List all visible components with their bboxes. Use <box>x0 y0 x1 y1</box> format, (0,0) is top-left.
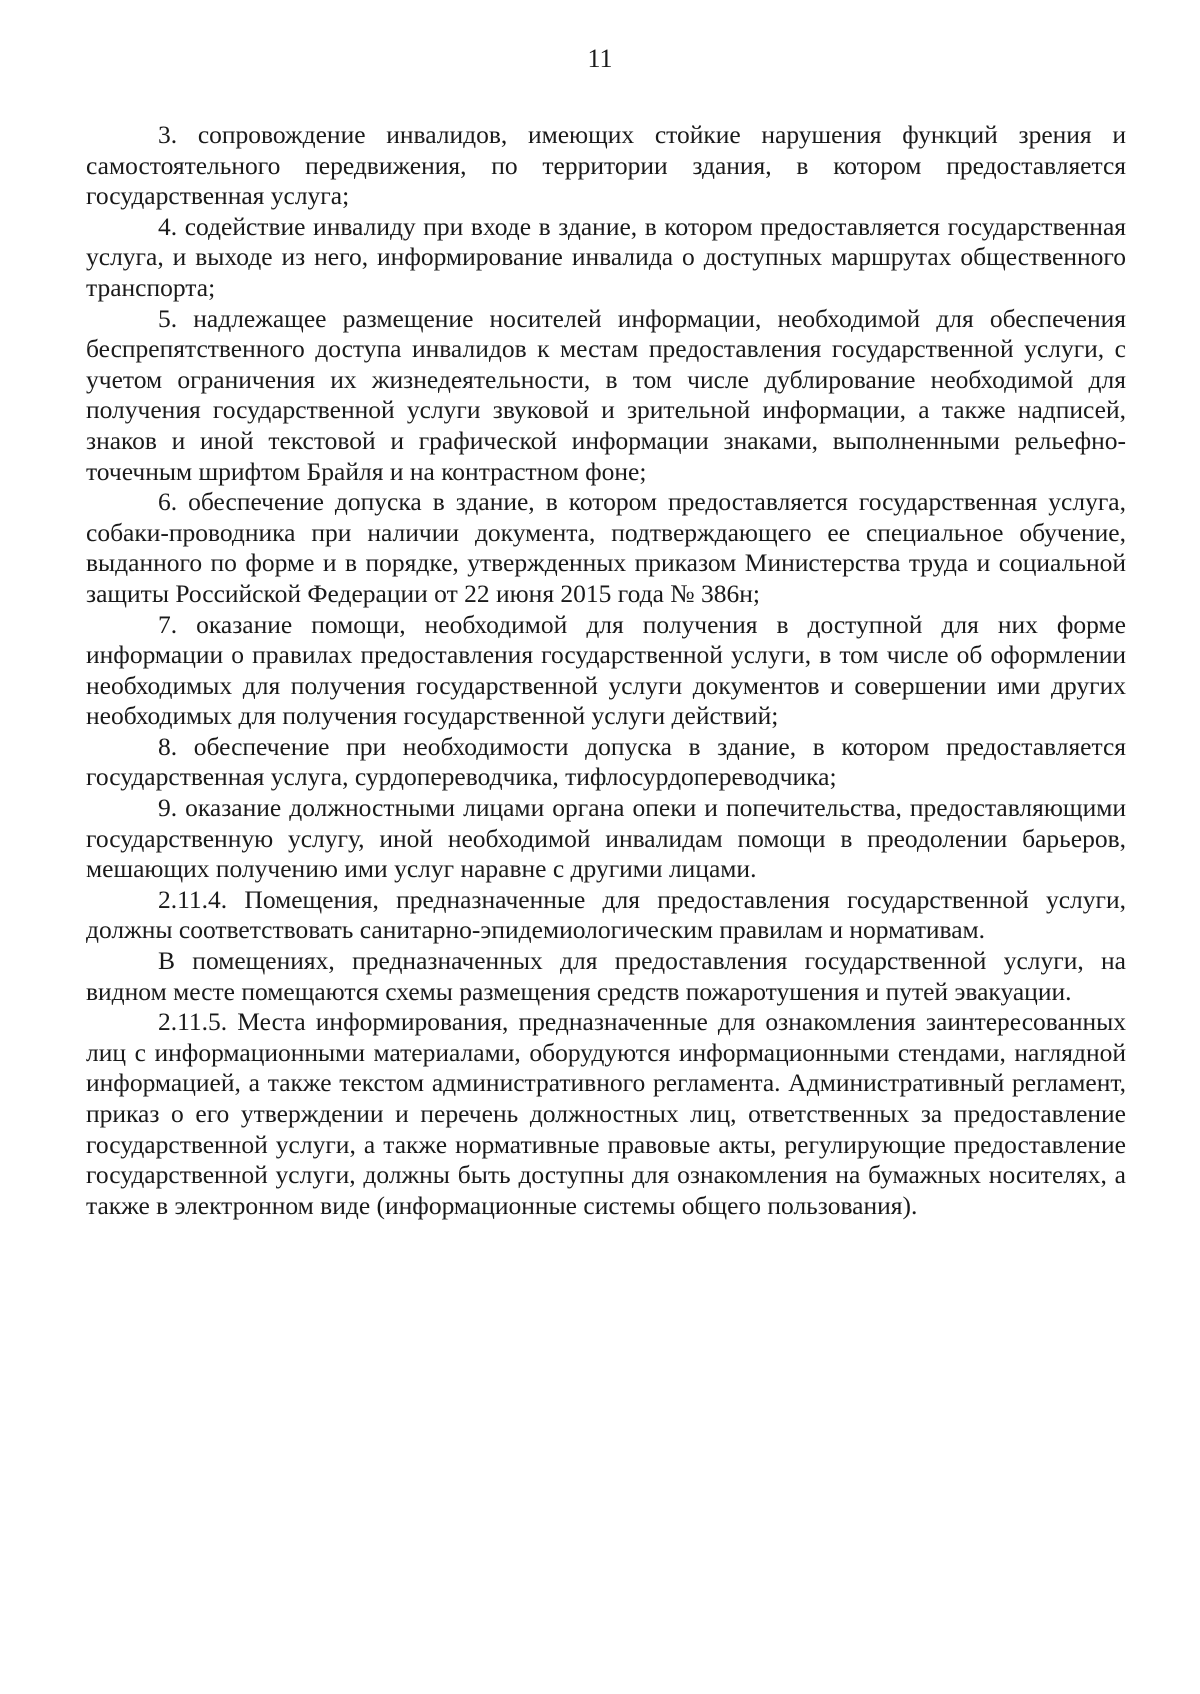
paragraph-item-7: 7. оказание помощи, необходимой для получения в доступной для них форме информации о правилах предоставления государственной услуги, в том числе об оформлении необходимых для получения государственной услуги документов и совершении ими других необходимых для получения государственной услуги действий; <box>86 609 1126 731</box>
paragraph-item-4: 4. содействие инвалиду при входе в здание, в котором предоставляется государственная услуга, и выходе из него, информирование инвалида о доступных маршрутах общественного транспорта; <box>86 211 1126 302</box>
page-number: 11 <box>587 44 613 73</box>
paragraph-item-6: 6. обеспечение допуска в здание, в котором предоставляется государственная услуга, собаки-проводника при наличии документа, подтверждающего ее специальное обучение, выданного по форме и в порядке, утвержденных приказом Министерства труда и социальной защиты Российской Федерации от 22 июня 2015 года № 386н; <box>86 487 1126 608</box>
paragraph-section-2-11-5: 2.11.5. Места информирования, предназначенные для ознакомления заинтересованных лиц с информационными материалами, оборудуются информационными стендами, наглядной информацией, а также текстом административного регламента. Административный регламент, приказ о его утверждении и перечень должностных лиц, ответственных за предоставление государственной услуги, а также нормативные правовые акты, регулирующие предоставление государственной услуги, должны быть доступны для ознакомления на бумажных носителях, а также в электронном виде (информационные системы общего пользования). <box>86 1007 1126 1220</box>
document-body <box>86 120 1126 1221</box>
paragraph-evacuation-schemes: В помещениях, предназначенных для предоставления государственной услуги, на видном месте помещаются схемы размещения средств пожаротушения и путей эвакуации. <box>86 946 1126 1006</box>
paragraph-item-9: 9. оказание должностными лицами органа опеки и попечительства, предоставляющими государственную услугу, иной необходимой инвалидам помощи в преодолении барьеров, мешающих получению ими услуг наравне с другими лицами. <box>86 793 1126 884</box>
paragraph-item-3: 3. сопровождение инвалидов, имеющих стойкие нарушения функций зрения и самостоятельного передвижения, по территории здания, в котором предоставляется государственная услуга; <box>86 120 1126 211</box>
paragraph-item-8: 8. обеспечение при необходимости допуска в здание, в котором предоставляется государственная услуга, сурдопереводчика, тифлосурдопереводчика; <box>86 731 1126 792</box>
paragraph-section-2-11-4: 2.11.4. Помещения, предназначенные для предоставления государственной услуги, должны соответствовать санитарно-эпидемиологическим правилам и нормативам. <box>86 884 1126 945</box>
paragraph-item-5: 5. надлежащее размещение носителей информации, необходимой для обеспечения беспрепятственного доступа инвалидов к местам предоставления государственной услуги, с учетом ограничения их жизнедеятельности, в том числе дублирование необходимой для получения государственной услуги звуковой и зрительной информации, а также надписей, знаков и иной текстовой и графической информации знаками, выполненными рельефно-точечным шрифтом Брайля и на контрастном фоне; <box>86 303 1126 486</box>
